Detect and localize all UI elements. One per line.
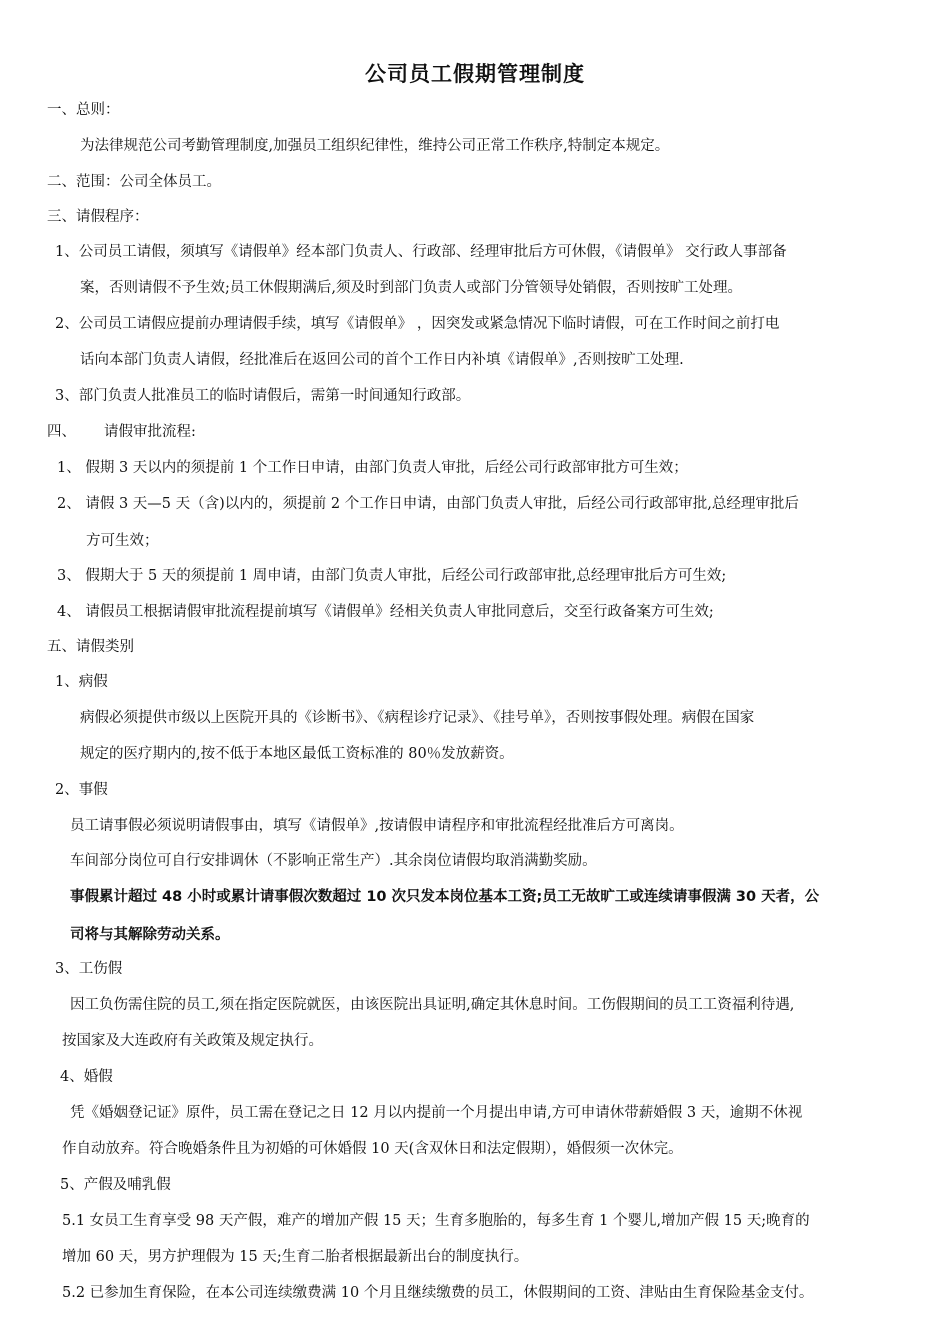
document-title: 公司员工假期管理制度 bbox=[365, 62, 585, 86]
marriage-leave-text-line-2: 作自动放弃。符合晚婚条件且为初婚的可休婚假 10 天(含双休日和法定假期），婚假须一次休完。 bbox=[62, 1141, 683, 1157]
section-1-heading: 一、总则： bbox=[47, 102, 120, 118]
section-4-heading bbox=[47, 422, 196, 442]
maternity-leave-p1-line-1: 5.1 女员工生育享受 98 天产假，难产的增加产假 15 天；生育多胞胎的，每多生育 1 个婴儿,增加产假 15 天;晚育的 bbox=[62, 1213, 810, 1229]
section-5-heading: 五、请假类别 bbox=[47, 639, 134, 655]
personal-leave-bold-line-1: 事假累计超过 48 小时或累计请事假次数超过 10 次只发本岗位基本工资;员工无故旷工或连续请事假满 30 天者，公 bbox=[70, 889, 820, 905]
maternity-leave-p2: 5.2 已参加生育保险，在本公司连续缴费满 10 个月且继续缴费的员工，休假期间的工资、津贴由生育保险基金支付。 bbox=[62, 1285, 814, 1301]
section-4-item-3: 3、 假期大于 5 天的须提前 1 周申请，由部门负责人审批，后经公司行政部审批,总经理审批后方可生效; bbox=[57, 568, 727, 584]
personal-leave-text-2: 车间部分岗位可自行安排调休（不影响正常生产）.其余岗位请假均取消满勤奖励。 bbox=[70, 853, 597, 869]
personal-leave-bold-line-2: 司将与其解除劳动关系。 bbox=[70, 927, 230, 943]
section-3-heading: 三、请假程序： bbox=[47, 209, 149, 225]
personal-leave-text-1: 员工请事假必须说明请假事由，填写《请假单》,按请假申请程序和审批流程经批准后方可离岗。 bbox=[70, 818, 684, 834]
marriage-leave-heading: 4、婚假 bbox=[60, 1069, 113, 1085]
sick-leave-heading: 1、病假 bbox=[55, 674, 108, 690]
section-3-item-1-line-2: 案，否则请假不予生效;员工休假期满后,须及时到部门负责人或部门分管领导处销假，否则按旷工处理。 bbox=[80, 280, 742, 296]
marriage-leave-text-line-1: 凭《婚姻登记证》原件，员工需在登记之日 12 月以内提前一个月提出申请,方可申请休带薪婚假 3 天，逾期不休视 bbox=[70, 1105, 803, 1121]
section-3-item-2-line-2: 话向本部门负责人请假，经批准后在返回公司的首个工作日内补填《请假单》,否则按旷工处理. bbox=[80, 352, 684, 368]
section-4-item-2-line-2: 方可生效； bbox=[86, 533, 159, 549]
section-1-text: 为法律规范公司考勤管理制度,加强员工组织纪律性，维持公司正常工作秩序,特制定本规定。 bbox=[80, 138, 670, 154]
section-4-heading-number: 四、 bbox=[47, 424, 76, 440]
section-4-heading-text: 请假审批流程: bbox=[104, 424, 196, 440]
section-3-item-2-line-1: 2、公司员工请假应提前办理请假手续，填写《请假单》 ，因突发或紧急情况下临时请假，可在工作时间之前打电 bbox=[55, 316, 780, 332]
sick-leave-text-line-1: 病假必须提供市级以上医院开具的《诊断书》、《病程诊疗记录》、《挂号单》，否则按事假处理。病假在国家 bbox=[80, 710, 755, 726]
section-2-heading: 二、范围：公司全体员工。 bbox=[47, 174, 221, 190]
section-3-item-1-line-1: 1、公司员工请假，须填写《请假单》经本部门负责人、行政部、经理审批后方可休假，《请假单》 交行政人事部备 bbox=[55, 244, 787, 260]
injury-leave-heading: 3、工伤假 bbox=[55, 961, 123, 977]
section-3-item-3: 3、部门负责人批准员工的临时请假后，需第一时间通知行政部。 bbox=[55, 388, 471, 404]
injury-leave-text-line-2: 按国家及大连政府有关政策及规定执行。 bbox=[62, 1033, 323, 1049]
personal-leave-heading: 2、事假 bbox=[55, 782, 108, 798]
section-4-item-1: 1、 假期 3 天以内的须提前 1 个工作日申请，由部门负责人审批，后经公司行政部审批方可生效； bbox=[57, 460, 688, 476]
maternity-leave-heading: 5、产假及哺乳假 bbox=[60, 1177, 171, 1193]
maternity-leave-p1-line-2: 增加 60 天，男方护理假为 15 天;生育二胎者根据最新出台的制度执行。 bbox=[62, 1249, 529, 1265]
section-4-item-2-line-1: 2、 请假 3 天—5 天（含)以内的，须提前 2 个工作日申请，由部门负责人审批，后经公司行政部审批,总经理审批后 bbox=[57, 496, 799, 512]
injury-leave-text-line-1: 因工负伤需住院的员工,须在指定医院就医，由该医院出具证明,确定其休息时间。工伤假期间的员工工资福利待遇, bbox=[70, 997, 795, 1013]
section-4-item-4: 4、 请假员工根据请假审批流程提前填写《请假单》经相关负责人审批同意后，交至行政备案方可生效; bbox=[57, 604, 714, 620]
sick-leave-text-line-2: 规定的医疗期内的,按不低于本地区最低工资标准的 80％发放薪资。 bbox=[80, 746, 514, 762]
